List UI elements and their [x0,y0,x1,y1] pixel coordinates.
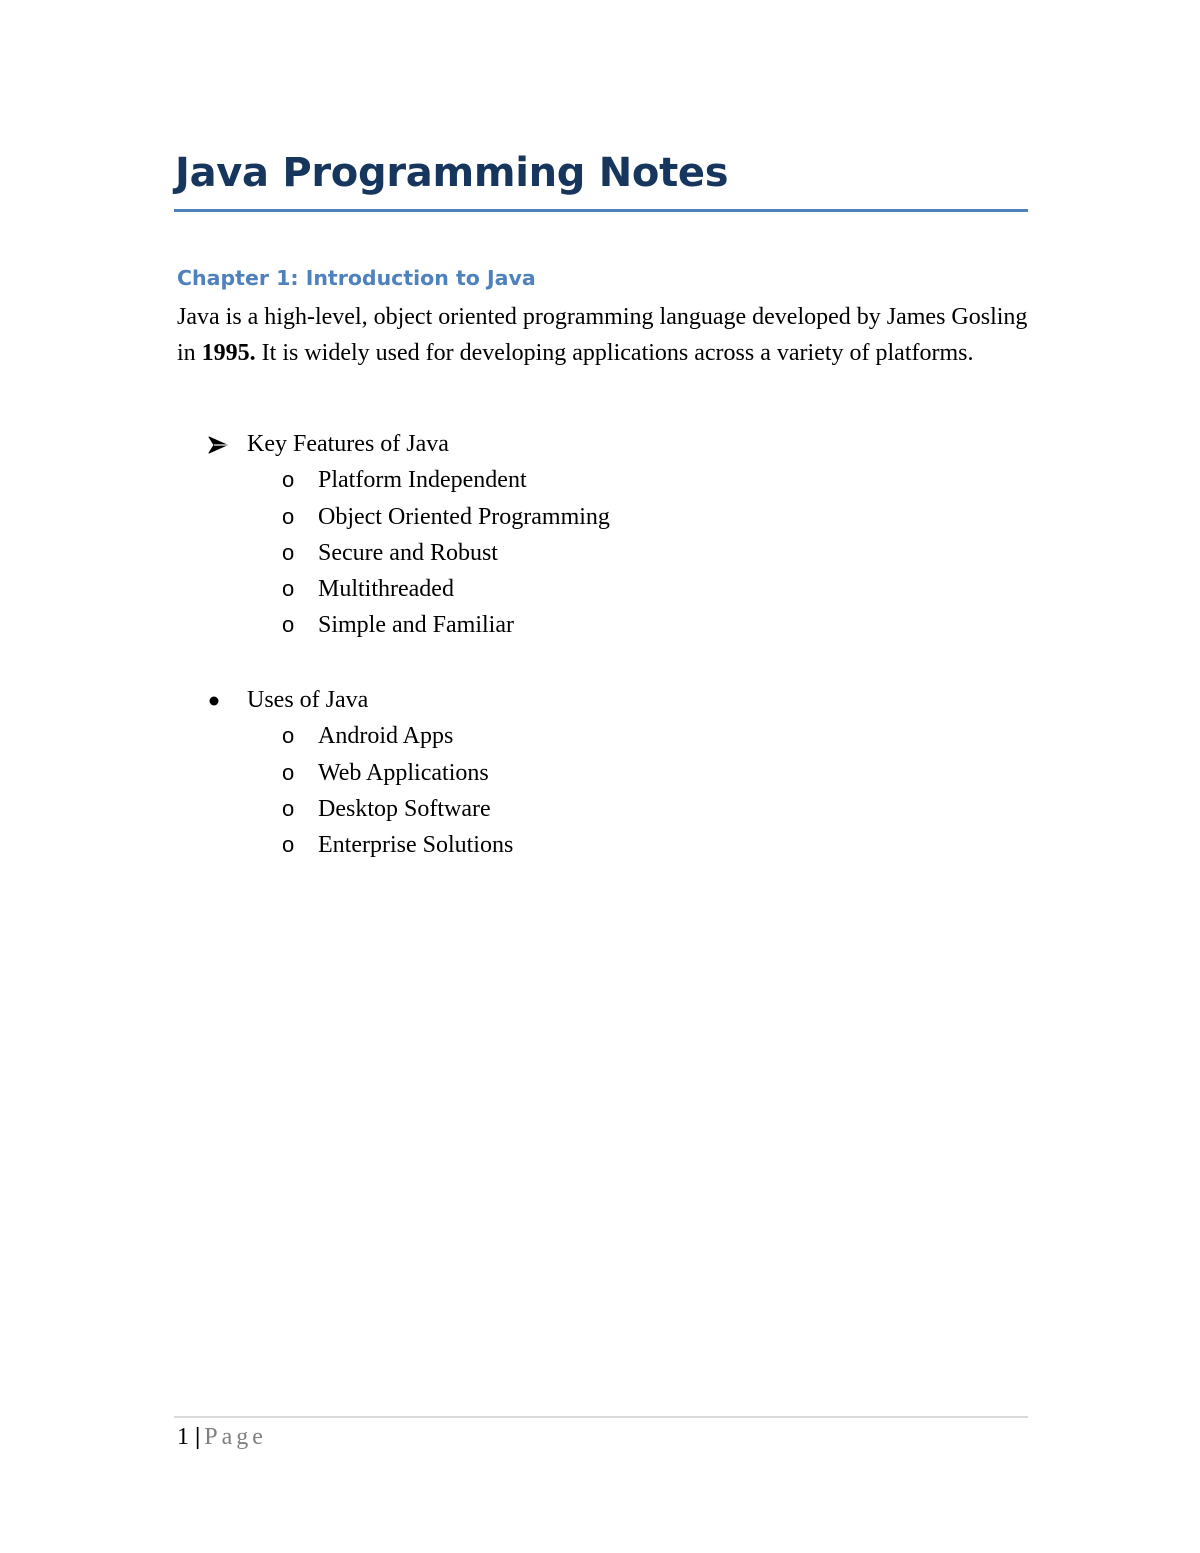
page-footer [177,1420,267,1454]
circle-bullet-icon: o [282,612,295,638]
list-item-label: Web Applications [318,759,489,786]
list-item [0,791,1200,827]
list-item [0,499,1200,535]
intro-text-end: It is widely used for developing applications across a variety of platforms. [255,340,974,366]
list-heading-label: Uses of Java [247,687,369,713]
circle-bullet-icon: o [282,795,295,821]
list-item-label: Android Apps [318,723,454,750]
intro-year-bold: 1995. [201,340,256,366]
list-item-label: Desktop Software [318,795,491,822]
list-item [0,755,1200,791]
list-item [0,827,1200,863]
list-item [0,535,1200,571]
key-features-list [0,426,1200,644]
uses-list [0,682,1200,863]
intro-text-start: Java is a high-level, object oriented programming language developed by James Gosling in [177,304,1028,366]
list-item [0,607,1200,643]
list-item-label: Secure and Robust [318,539,498,566]
list-item-label: Enterprise Solutions [318,832,514,859]
page-number: 1 [177,1424,189,1450]
circle-bullet-icon: o [282,467,295,493]
list-item-label: Multithreaded [318,576,454,603]
document-title: Java Programming Notes [175,150,729,196]
circle-bullet-icon: o [282,723,295,749]
list-item-label: Simple and Familiar [318,612,514,639]
list-heading-row [0,682,1200,718]
circle-bullet-icon: o [282,832,295,858]
list-item-label: Platform Independent [318,467,527,494]
list-item [0,462,1200,498]
list-item-label: Object Oriented Programming [318,503,610,530]
intro-paragraph [177,299,1037,371]
circle-bullet-icon: o [282,759,295,785]
chapter-heading: Chapter 1: Introduction to Java [177,266,536,290]
footer-divider [174,1416,1028,1418]
list-item [0,718,1200,754]
arrow-bullet-icon [208,426,238,454]
circle-bullet-icon: o [282,539,295,565]
list-heading-row [0,426,1200,462]
title-underline [174,209,1028,212]
footer-separator: | [195,1424,201,1450]
dot-bullet-icon [208,682,238,707]
circle-bullet-icon: o [282,503,295,529]
list-item [0,571,1200,607]
page-label: Page [204,1424,267,1450]
circle-bullet-icon: o [282,576,295,602]
list-heading-label: Key Features of Java [247,431,449,457]
